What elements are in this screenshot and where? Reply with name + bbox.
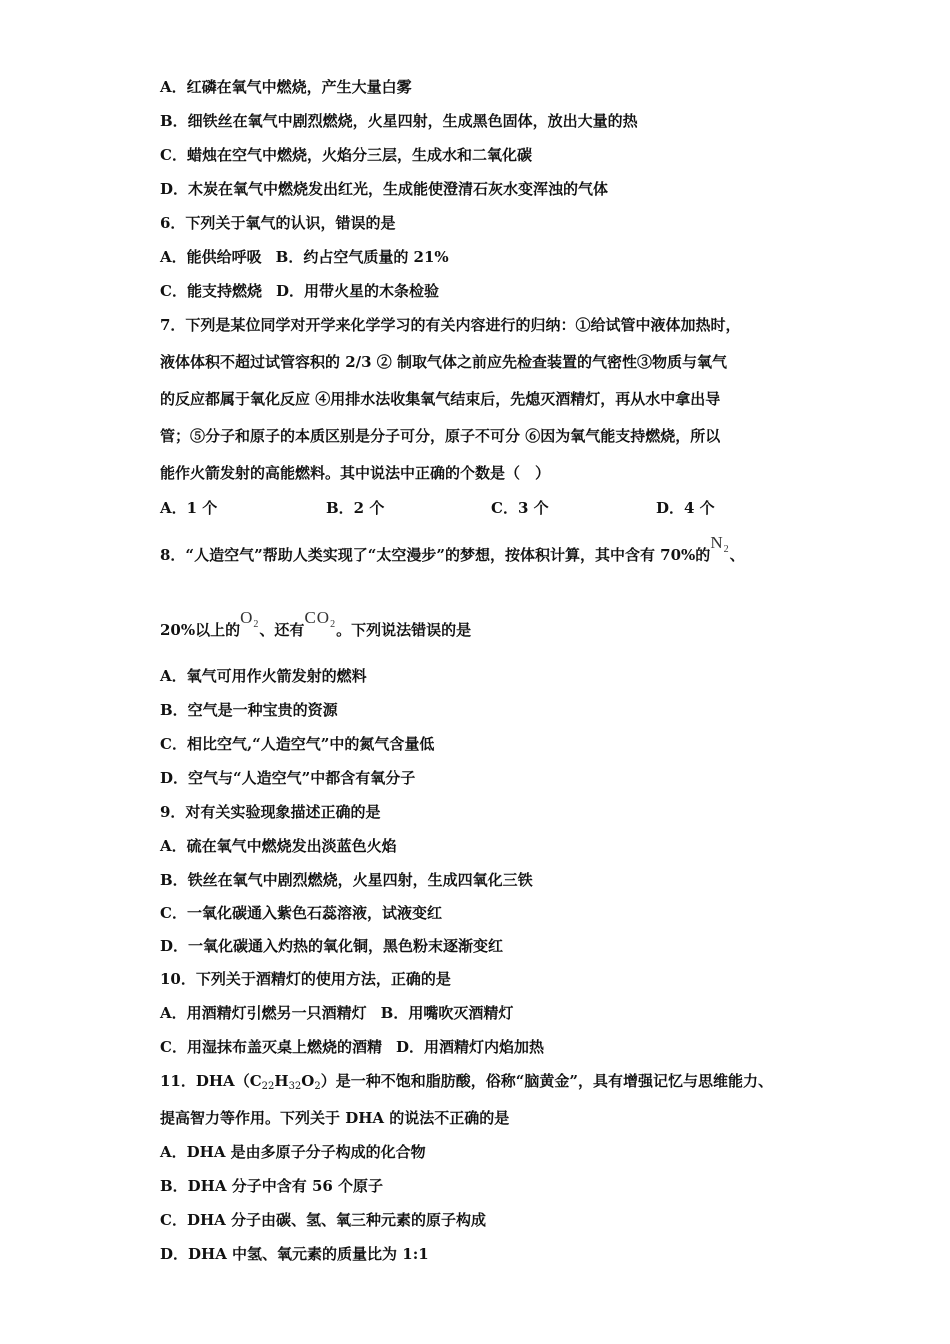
q8-stem-line1 <box>160 533 745 572</box>
q7-stem-line4: 管；⑤分子和原子的本质区别是分子可分，原子不可分 ⑥因为氧气能支持燃烧，所以 <box>160 427 721 445</box>
q8-stem-punct: 、 <box>729 546 745 564</box>
q6-options-row2 <box>160 281 439 301</box>
q6-option-a: A．能供给呼吸 <box>160 248 262 266</box>
q8-option-c: C．相比空气,“人造空气”中的氮气含量低 <box>160 735 435 753</box>
q7-stem-line3: 的反应都属于氧化反应 ④用排水法收集氧气结束后，先熄灭酒精灯，再从水中拿出导 <box>160 390 721 408</box>
q7-option-a: A．1 个 <box>160 499 218 517</box>
q10-options-row1 <box>160 1003 513 1023</box>
q6-option-b: B．约占空气质量的 21% <box>275 248 449 266</box>
formula-n2: $N_2$ <box>710 533 730 555</box>
q8-stem-text4: 。下列说法错误的是 <box>336 621 472 639</box>
q9-option-b: B．铁丝在氧气中剧烈燃烧，火星四射，生成四氧化三铁 <box>160 871 533 889</box>
q11-option-a: A．DHA 是由多原子分子构成的化合物 <box>160 1143 426 1161</box>
q7-stem-line2: 液体体积不超过试管容积的 2/3 ② 制取气体之前应先检查装置的气密性③物质与氧气 <box>160 353 728 371</box>
q6-option-d: D．用带火星的木条检验 <box>275 282 439 300</box>
q8-stem-text2: 20%以上的 <box>160 621 241 639</box>
q6-option-c: C．能支持燃烧 <box>160 282 262 300</box>
q5-option-d: D．木炭在氧气中燃烧发出红光，生成能使澄清石灰水变浑浊的气体 <box>160 180 609 198</box>
q9-option-c: C．一氧化碳通入紫色石蕊溶液，试液变红 <box>160 904 442 922</box>
q9-stem: 9．对有关实验现象描述正确的是 <box>160 803 381 821</box>
q11-option-c: C．DHA 分子由碳、氢、氧三种元素的原子构成 <box>160 1211 486 1229</box>
q7-option-b: B．2 个 <box>326 499 385 517</box>
q9-option-d: D．一氧化碳通入灼热的氧化铜，黑色粉末逐渐变红 <box>160 937 504 955</box>
q5-option-a: A．红磷在氧气中燃烧，产生大量白雾 <box>160 78 412 96</box>
q7-option-d: D．4 个 <box>656 499 715 517</box>
q8-stem-text3: 、还有 <box>259 621 305 639</box>
q8-stem-line2 <box>160 608 472 647</box>
q6-options-row1 <box>160 247 449 267</box>
q10-option-d: D．用酒精灯内焰加热 <box>395 1038 544 1056</box>
q8-stem-text: 8．“人造空气”帮助人类实现了“太空漫步”的梦想，按体积计算，其中含有 70%的 <box>160 546 711 564</box>
q10-stem: 10．下列关于酒精灯的使用方法，正确的是 <box>160 970 451 988</box>
q8-option-a: A．氧气可用作火箭发射的燃料 <box>160 667 367 685</box>
q9-option-a: A．硫在氧气中燃烧发出淡蓝色火焰 <box>160 837 397 855</box>
formula-o2: $O_2$ <box>240 608 260 630</box>
q10-option-c: C．用湿抹布盖灭桌上燃烧的酒精 <box>160 1038 382 1056</box>
q7-stem-line5: 能作火箭发射的高能燃料。其中说法中正确的个数是（ ） <box>160 464 551 482</box>
q10-options-row2 <box>160 1037 544 1057</box>
q5-option-b: B．细铁丝在氧气中剧烈燃烧，火星四射，生成黑色固体，放出大量的热 <box>160 112 638 130</box>
q7-option-c: C．3 个 <box>491 499 549 517</box>
q11-stem-text: 11．DHA（C <box>160 1072 262 1090</box>
q11-option-b: B．DHA 分子中含有 56 个原子 <box>160 1177 384 1195</box>
q7-stem-line1: 7．下列是某位同学对开学来化学学习的有关内容进行的归纳：①给试管中液体加热时， <box>160 316 741 334</box>
q11-stem-line2: 提高智力等作用。下列关于 DHA 的说法不正确的是 <box>160 1109 510 1127</box>
q10-option-b: B．用嘴吹灭酒精灯 <box>380 1004 514 1022</box>
q6-stem: 6．下列关于氧气的认识，错误的是 <box>160 214 396 232</box>
q8-option-b: B．空气是一种宝贵的资源 <box>160 701 338 719</box>
q11-option-d: D．DHA 中氢、氧元素的质量比为 1:1 <box>160 1245 429 1263</box>
q8-option-d: D．空气与“人造空气”中都含有氧分子 <box>160 769 416 787</box>
formula-co2: $CO_2$ <box>304 608 337 630</box>
q11-stem-line1: 11．$DHA(C_{22}H_{32}O_2)$是一种不饱和脂肪酸，俗称“脑黄金”，具有增强记忆与思维能力、 <box>160 1072 774 1092</box>
q10-option-a: A．用酒精灯引燃另一只酒精灯 <box>160 1004 367 1022</box>
q5-option-c: C．蜡烛在空气中燃烧，火焰分三层，生成水和二氧化碳 <box>160 146 532 164</box>
q11-stem-text2: ）是一种不饱和脂肪酸，俗称“脑黄金”，具有增强记忆与思维能力、 <box>320 1072 774 1090</box>
